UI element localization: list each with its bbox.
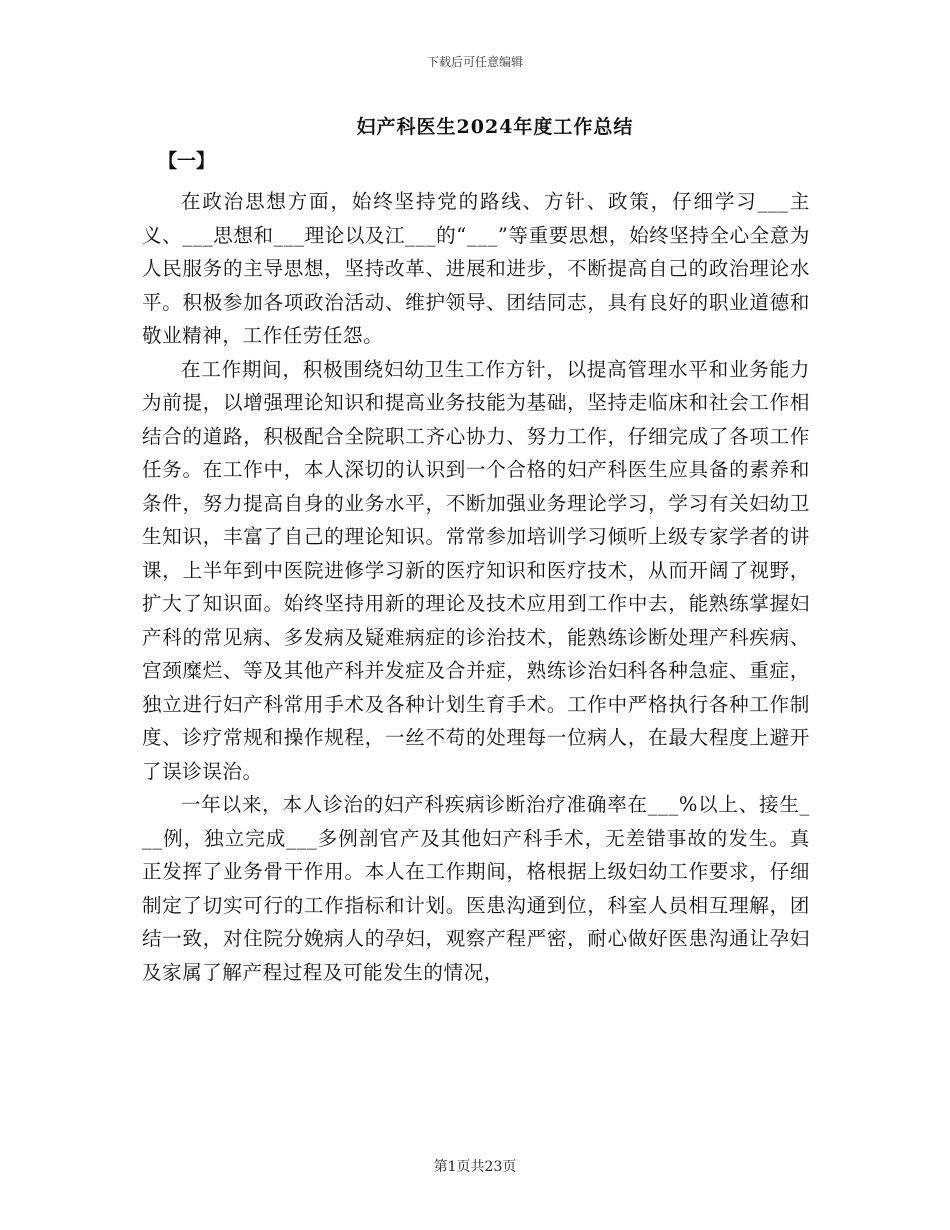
page-header-note: 下载后可任意编辑 <box>426 55 523 69</box>
document-title: 妇产科医生2024年度工作总结 <box>356 116 634 138</box>
paragraph-2: 在工作期间，积极围绕妇幼卫生工作方针，以提高管理水平和业务能力为前提，以增强理论知识和提高业务技能为基础，坚持走临床和社会工作相结合的道路，积极配合全院职工齐心协力、努力工作，仔细完成了各项工作任务。在工作中，本人深切的认识到一个合格的妇产科医生应具备的素养和条件，努力提高自身的业务水平，不断加强业务理论学习，学习有关妇幼卫生知识，丰富了自己的理论知识。常常参加培训学习倾听上级专家学者的讲课，上半年到中医院进修学习新的医疗知识和医疗技术，从而开阔了视野，扩大了知识面。始终坚持用新的理论及技术应用到工作中去，能熟练掌握妇产科的常见病、多发病及疑难病症的诊治技术，能熟练诊断处理产科疾病、宫颈糜烂、等及其他产科并发症及合并症，熟练诊治妇科各种急症、重症，独立进行妇产科常用手术及各种计划生育手术。工作中严格执行各种工作制度、诊疗常规和操作规程，一丝不苟的处理每一位病人，在最大程度上避开了误诊误治。 <box>142 357 810 783</box>
page-footer-number: 第1页共23页 <box>433 1159 517 1175</box>
paragraph-1: 在政治思想方面，始终坚持党的路线、方针、政策，仔细学习___主义、___思想和___理论以及江___的“___”等重要思想，始终坚持全心全意为人民服务的主导思想，坚持改革、进展和进步，不断提高自己的政治理论水平。积极参加各项政治活动、维护领导、团结同志，具有良好的职业道德和敬业精神，工作任劳任怨。 <box>142 190 810 347</box>
document-body <box>142 185 810 989</box>
section-label: 【一】 <box>158 150 216 172</box>
paragraph-3: 一年以来，本人诊治的妇产科疾病诊断治疗准确率在___%以上、接生___例，独立完成___多例剖官产及其他妇产科手术，无差错事故的发生。真正发挥了业务骨干作用。本人在工作期间，格根据上级妇幼工作要求，仔细制定了切实可行的工作指标和计划。医患沟通到位，科室人员相互理解，团结一致，对住院分娩病人的孕妇，观察产程严密，耐心做好医患沟通让孕妇及家属了解产程过程及可能发生的情况， <box>142 793 810 984</box>
